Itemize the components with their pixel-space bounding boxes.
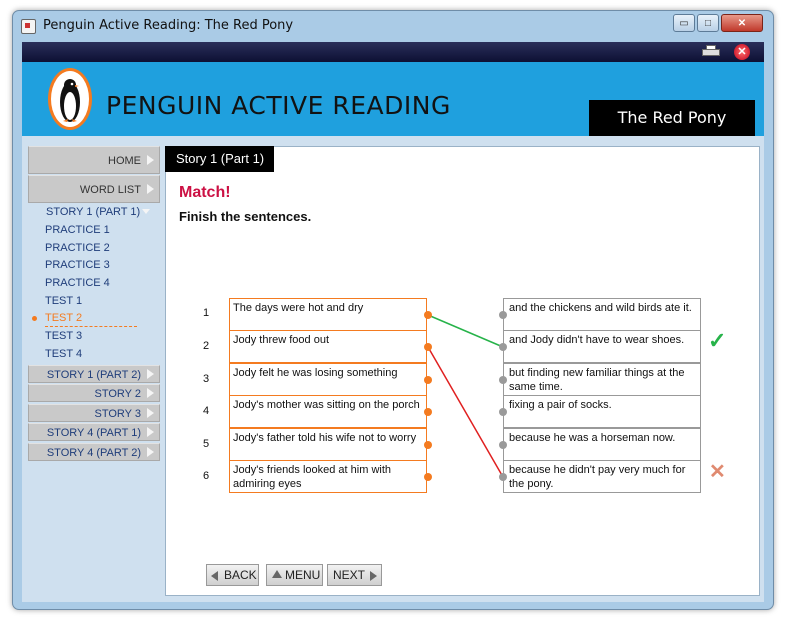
row-number: 6 [203,470,210,482]
chevron-down-icon [142,209,150,214]
subitem-test-3[interactable] [28,328,160,345]
app-content [22,42,764,602]
subitem-label: PRACTICE 3 [45,259,110,271]
chevron-right-icon [147,447,154,457]
left-connector-dot[interactable] [424,343,432,351]
nav-label: STORY 2 [94,388,141,400]
right-connector-dot[interactable] [499,343,507,351]
window-close-button[interactable]: ✕ [721,14,763,32]
close-app-icon[interactable]: ✕ [734,44,750,60]
window-title: Penguin Active Reading: The Red Pony [43,18,294,33]
active-underline [45,326,137,327]
right-ending-2[interactable]: and Jody didn't have to wear shoes. [503,330,701,363]
row-number: 4 [203,405,210,417]
subitem-label: PRACTICE 4 [45,277,110,289]
row-number: 5 [203,438,210,450]
exercise-instruction: Finish the sentences. [179,209,312,224]
arrow-left-icon [211,571,218,581]
left-connector-dot[interactable] [424,311,432,319]
next-label: NEXT [333,568,366,582]
top-toolbar [22,42,764,62]
active-bullet-icon [32,316,37,321]
subitem-test-1[interactable] [28,293,160,310]
printer-icon[interactable] [702,45,720,59]
right-ending-5[interactable]: because he was a horseman now. [503,428,701,461]
subitem-label: TEST 2 [45,312,83,324]
subitem-test-2[interactable] [28,310,160,327]
connection-line-wrong [428,347,503,477]
left-sentence-2[interactable]: Jody threw food out [229,330,427,363]
right-ending-3[interactable]: but finding new familiar things at the same time. [503,363,701,396]
nav-story1-part1-label: STORY 1 (PART 1) [46,206,141,218]
subitem-label: TEST 3 [45,330,83,342]
left-connector-dot[interactable] [424,441,432,449]
chevron-right-icon [147,427,154,437]
nav-story2[interactable] [28,384,160,402]
arrow-up-icon [272,570,282,578]
penguin-logo-icon [48,68,92,130]
right-connector-dot[interactable] [499,408,507,416]
connection-line-correct [428,315,503,347]
title-bar [13,11,773,41]
left-connector-dot[interactable] [424,376,432,384]
right-ending-1[interactable]: and the chickens and wild birds ate it. [503,298,701,331]
menu-label: MENU [285,568,321,582]
back-label: BACK [224,568,257,582]
nav-story1-part1[interactable] [28,203,160,221]
row-number: 1 [203,307,210,319]
arrow-right-icon [370,571,377,581]
chevron-right-icon [147,184,154,194]
row-number: 3 [203,373,210,385]
left-sentence-3[interactable]: Jody felt he was losing something [229,363,427,396]
nav-story4-part2[interactable] [28,443,160,461]
subitem-practice-4[interactable] [28,275,160,292]
chevron-right-icon [147,408,154,418]
nav-label: STORY 1 (PART 2) [46,369,141,381]
cross-icon: ✕ [709,461,726,483]
exercise-panel [165,146,760,596]
nav-label: STORY 3 [94,408,141,420]
nav-story4-part1[interactable] [28,423,160,441]
right-ending-6[interactable]: because he didn't pay very much for the pony. [503,460,701,493]
subitem-label: TEST 4 [45,348,83,360]
nav-label: STORY 4 (PART 1) [46,427,141,439]
nav-word-list[interactable] [28,175,160,203]
left-sentence-6[interactable]: Jody's friends looked at him with admiring eyes [229,460,427,493]
subitem-practice-1[interactable] [28,222,160,239]
subitem-label: TEST 1 [45,295,83,307]
brand-title: PENGUIN ACTIVE READING [106,91,451,120]
right-connector-dot[interactable] [499,376,507,384]
back-button[interactable] [206,564,259,586]
header-banner [22,62,764,136]
nav-word-list-label: WORD LIST [79,184,141,196]
exercise-heading: Match! [179,184,231,201]
subitem-label: PRACTICE 1 [45,224,110,236]
nav-story3[interactable] [28,404,160,422]
menu-button[interactable] [266,564,323,586]
right-ending-4[interactable]: fixing a pair of socks. [503,395,701,428]
app-icon [21,19,36,34]
chevron-right-icon [147,155,154,165]
nav-label: STORY 4 (PART 2) [46,447,141,459]
app-window [12,10,774,610]
nav-home[interactable] [28,146,160,174]
left-connector-dot[interactable] [424,408,432,416]
nav-home-label: HOME [108,155,141,167]
left-connector-dot[interactable] [424,473,432,481]
left-sentence-4[interactable]: Jody's mother was sitting on the porch [229,395,427,428]
minimize-button[interactable]: ▭ [673,14,695,32]
chevron-right-icon [147,388,154,398]
book-title: The Red Pony [589,100,755,136]
maximize-button[interactable]: □ [697,14,719,32]
subitem-label: PRACTICE 2 [45,242,110,254]
subitem-practice-3[interactable] [28,257,160,274]
nav-story1-part2[interactable] [28,365,160,383]
right-connector-dot[interactable] [499,311,507,319]
row-number: 2 [203,340,210,352]
next-button[interactable] [327,564,382,586]
story-tab: Story 1 (Part 1) [165,146,274,172]
right-connector-dot[interactable] [499,473,507,481]
left-sentence-5[interactable]: Jody's father told his wife not to worry [229,428,427,461]
left-sentence-1[interactable]: The days were hot and dry [229,298,427,331]
subitem-practice-2[interactable] [28,240,160,257]
chevron-right-icon [147,369,154,379]
subitem-test-4[interactable] [28,346,160,363]
checkmark-icon: ✓ [708,328,727,353]
right-connector-dot[interactable] [499,441,507,449]
